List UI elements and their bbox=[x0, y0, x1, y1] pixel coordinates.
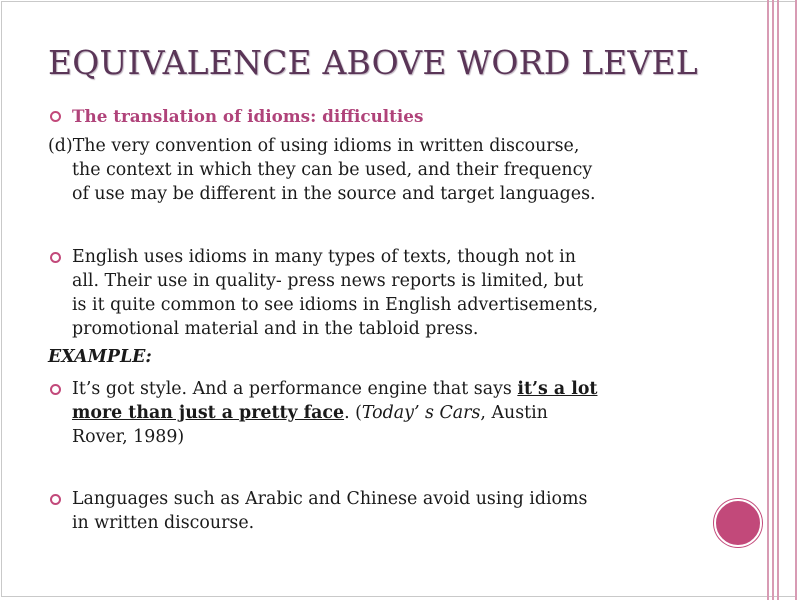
english-line: promotional material and in the tabloid press. bbox=[72, 319, 479, 339]
english-line: is it quite common to see idioms in English advertisements, bbox=[72, 295, 599, 315]
decorative-rule bbox=[767, 0, 769, 600]
point-d-line: the context in which they can be used, and their frequency bbox=[72, 160, 593, 180]
bullet-icon bbox=[50, 494, 61, 505]
subtitle-text: The translation of idioms: difficulties bbox=[72, 106, 424, 126]
example-label: EXAMPLE: bbox=[48, 347, 152, 367]
bullet-icon bbox=[50, 252, 61, 263]
example-text: , Austin bbox=[480, 403, 548, 423]
slide-title: EQUIVALENCE ABOVE WORD LEVEL bbox=[48, 43, 698, 82]
idiom-phrase: it’s a lot bbox=[517, 379, 598, 399]
point-d-line: (d)The very convention of using idioms in written discourse, bbox=[48, 136, 580, 156]
example-text: Rover, 1989) bbox=[72, 427, 185, 447]
languages-line: Languages such as Arabic and Chinese avoid using idioms bbox=[72, 489, 588, 509]
bullet-icon bbox=[50, 111, 61, 122]
languages-line: in written discourse. bbox=[72, 513, 255, 533]
example-text: . ( bbox=[344, 403, 362, 423]
english-line: all. Their use in quality- press news reports is limited, but bbox=[72, 271, 584, 291]
example-text: It’s got style. And a performance engine that says bbox=[72, 379, 518, 399]
decorative-rule bbox=[777, 0, 779, 600]
idiom-phrase: more than just a pretty face bbox=[72, 403, 345, 423]
source-title: Today’ s Cars bbox=[361, 403, 481, 423]
decorative-circle bbox=[714, 499, 762, 547]
decorative-rule bbox=[772, 0, 774, 600]
bullet-icon bbox=[50, 384, 61, 395]
english-line: English uses idioms in many types of texts, though not in bbox=[72, 247, 576, 267]
point-d-line: of use may be different in the source and target languages. bbox=[72, 184, 596, 204]
decorative-rule bbox=[795, 0, 797, 600]
